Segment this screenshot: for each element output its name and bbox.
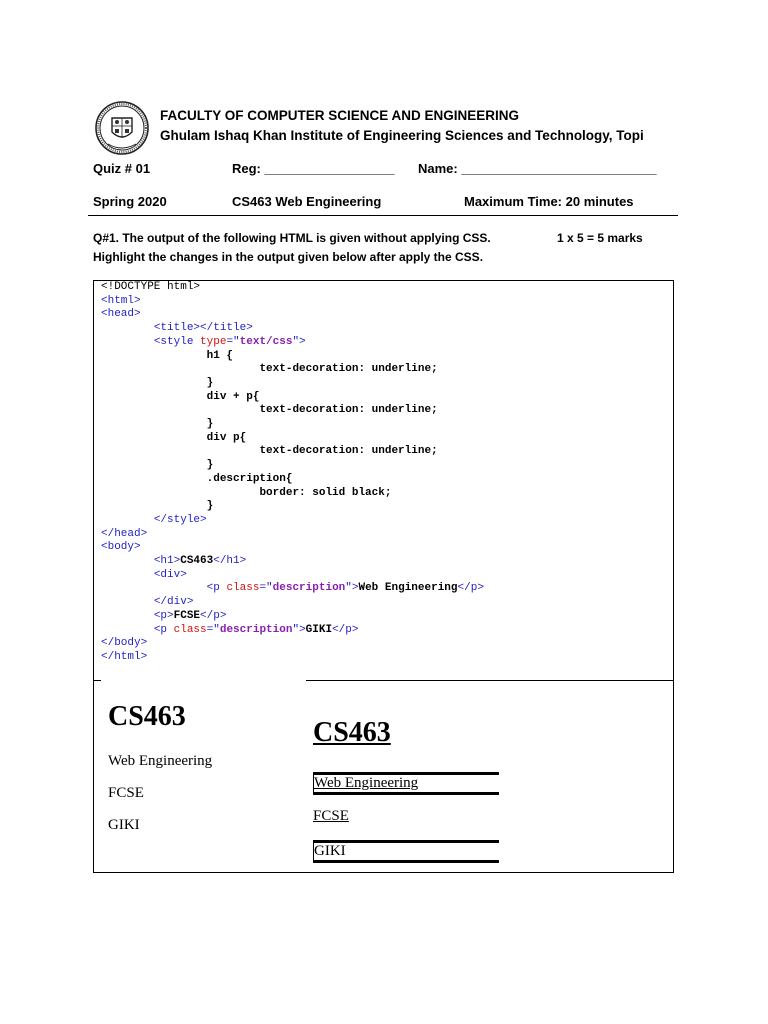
question-instruction: Highlight the changes in the output given below after apply the CSS. [93,250,484,264]
code-head-open: <head> [101,308,141,321]
output-h1: CS463 [108,701,186,732]
quiz-number: Quiz # 01 [93,161,151,176]
code-style-close: </style> [153,513,207,526]
question-marks: 1 x 5 = 5 marks [557,231,643,245]
code-p-open: <p [153,623,174,636]
code-p1-text: Web Engineering [358,582,458,595]
code-brace: } [206,418,214,431]
max-time: Maximum Time: 20 minutes [464,194,634,209]
divider-left [93,680,101,681]
code-style-attr: type [200,335,227,348]
code-h1-text: CS463 [180,555,214,568]
code-selector-div-plus-p: div + p{ [206,390,260,403]
output-p3: GIKI [108,817,140,833]
code-selector-description: .description{ [206,472,293,485]
code-p-open: <p [206,582,227,595]
code-punct: =" [259,582,273,595]
code-html-close: </html> [101,650,148,663]
course-title: CS463 Web Engineering [232,194,382,209]
divider-right [306,680,674,681]
output-with-css [313,716,419,859]
output-css-p2: FCSE [313,808,349,824]
code-head-close: </head> [101,527,148,540]
output-p2: FCSE [108,785,144,801]
code-class-attr: class [226,582,260,595]
code-declaration: border: solid black; [259,486,392,499]
code-div-open: <div> [153,568,187,581]
code-brace: } [206,500,214,513]
code-selector-div-p: div p{ [206,431,247,444]
code-html-open: <html> [101,294,141,307]
code-selector-h1: h1 { [206,349,234,362]
term: Spring 2020 [93,194,167,209]
code-p3-text: GIKI [305,623,333,636]
output-without-css [108,700,213,833]
output-css-h1: CS463 [313,717,391,748]
code-h1-open: <h1> [153,555,181,568]
code-p-open: <p> [153,609,174,622]
code-punct: =" [226,335,240,348]
faculty-title: FACULTY OF COMPUTER SCIENCE AND ENGINEERING [160,108,520,123]
code-p-close: </p> [200,609,227,622]
code-declaration: text-decoration: underline; [259,363,438,376]
code-div-close: </div> [153,596,194,609]
code-declaration: text-decoration: underline; [259,445,438,458]
code-p2-text: FCSE [173,609,201,622]
code-class-value: description [272,582,346,595]
code-body-open: <body> [101,541,141,554]
header-divider [88,215,678,216]
output-css-p3: GIKI [313,840,499,863]
code-doctype: <!DOCTYPE html> [101,281,201,293]
name-field: Name: ___________________________ [418,161,657,176]
question-text: Q#1. The output of the following HTML is given without applying CSS. [93,231,491,245]
code-body-close: </body> [101,637,148,650]
code-punct: =" [206,623,220,636]
code-p-close: </p> [332,623,359,636]
code-style-value: text/css [239,335,293,348]
code-p-close: </p> [457,582,484,595]
code-title: <title></title> [153,322,253,335]
code-style-open: <style [153,335,201,348]
institute-title: Ghulam Ishaq Khan Institute of Engineering Sciences and Technology, Topi [160,128,644,143]
code-h1-close: </h1> [213,555,247,568]
html-code-listing [101,281,484,665]
code-class-value: description [219,623,293,636]
code-brace: } [206,376,214,389]
code-declaration: text-decoration: underline; [259,404,438,417]
institute-logo-icon [94,100,150,156]
code-brace: } [206,459,214,472]
code-punct: "> [292,335,306,348]
output-css-p1: Web Engineering [313,772,499,795]
code-class-attr: class [173,623,207,636]
reg-field: Reg: __________________ [232,161,395,176]
output-p1: Web Engineering [108,753,213,769]
code-punct: "> [345,582,359,595]
code-punct: "> [292,623,306,636]
